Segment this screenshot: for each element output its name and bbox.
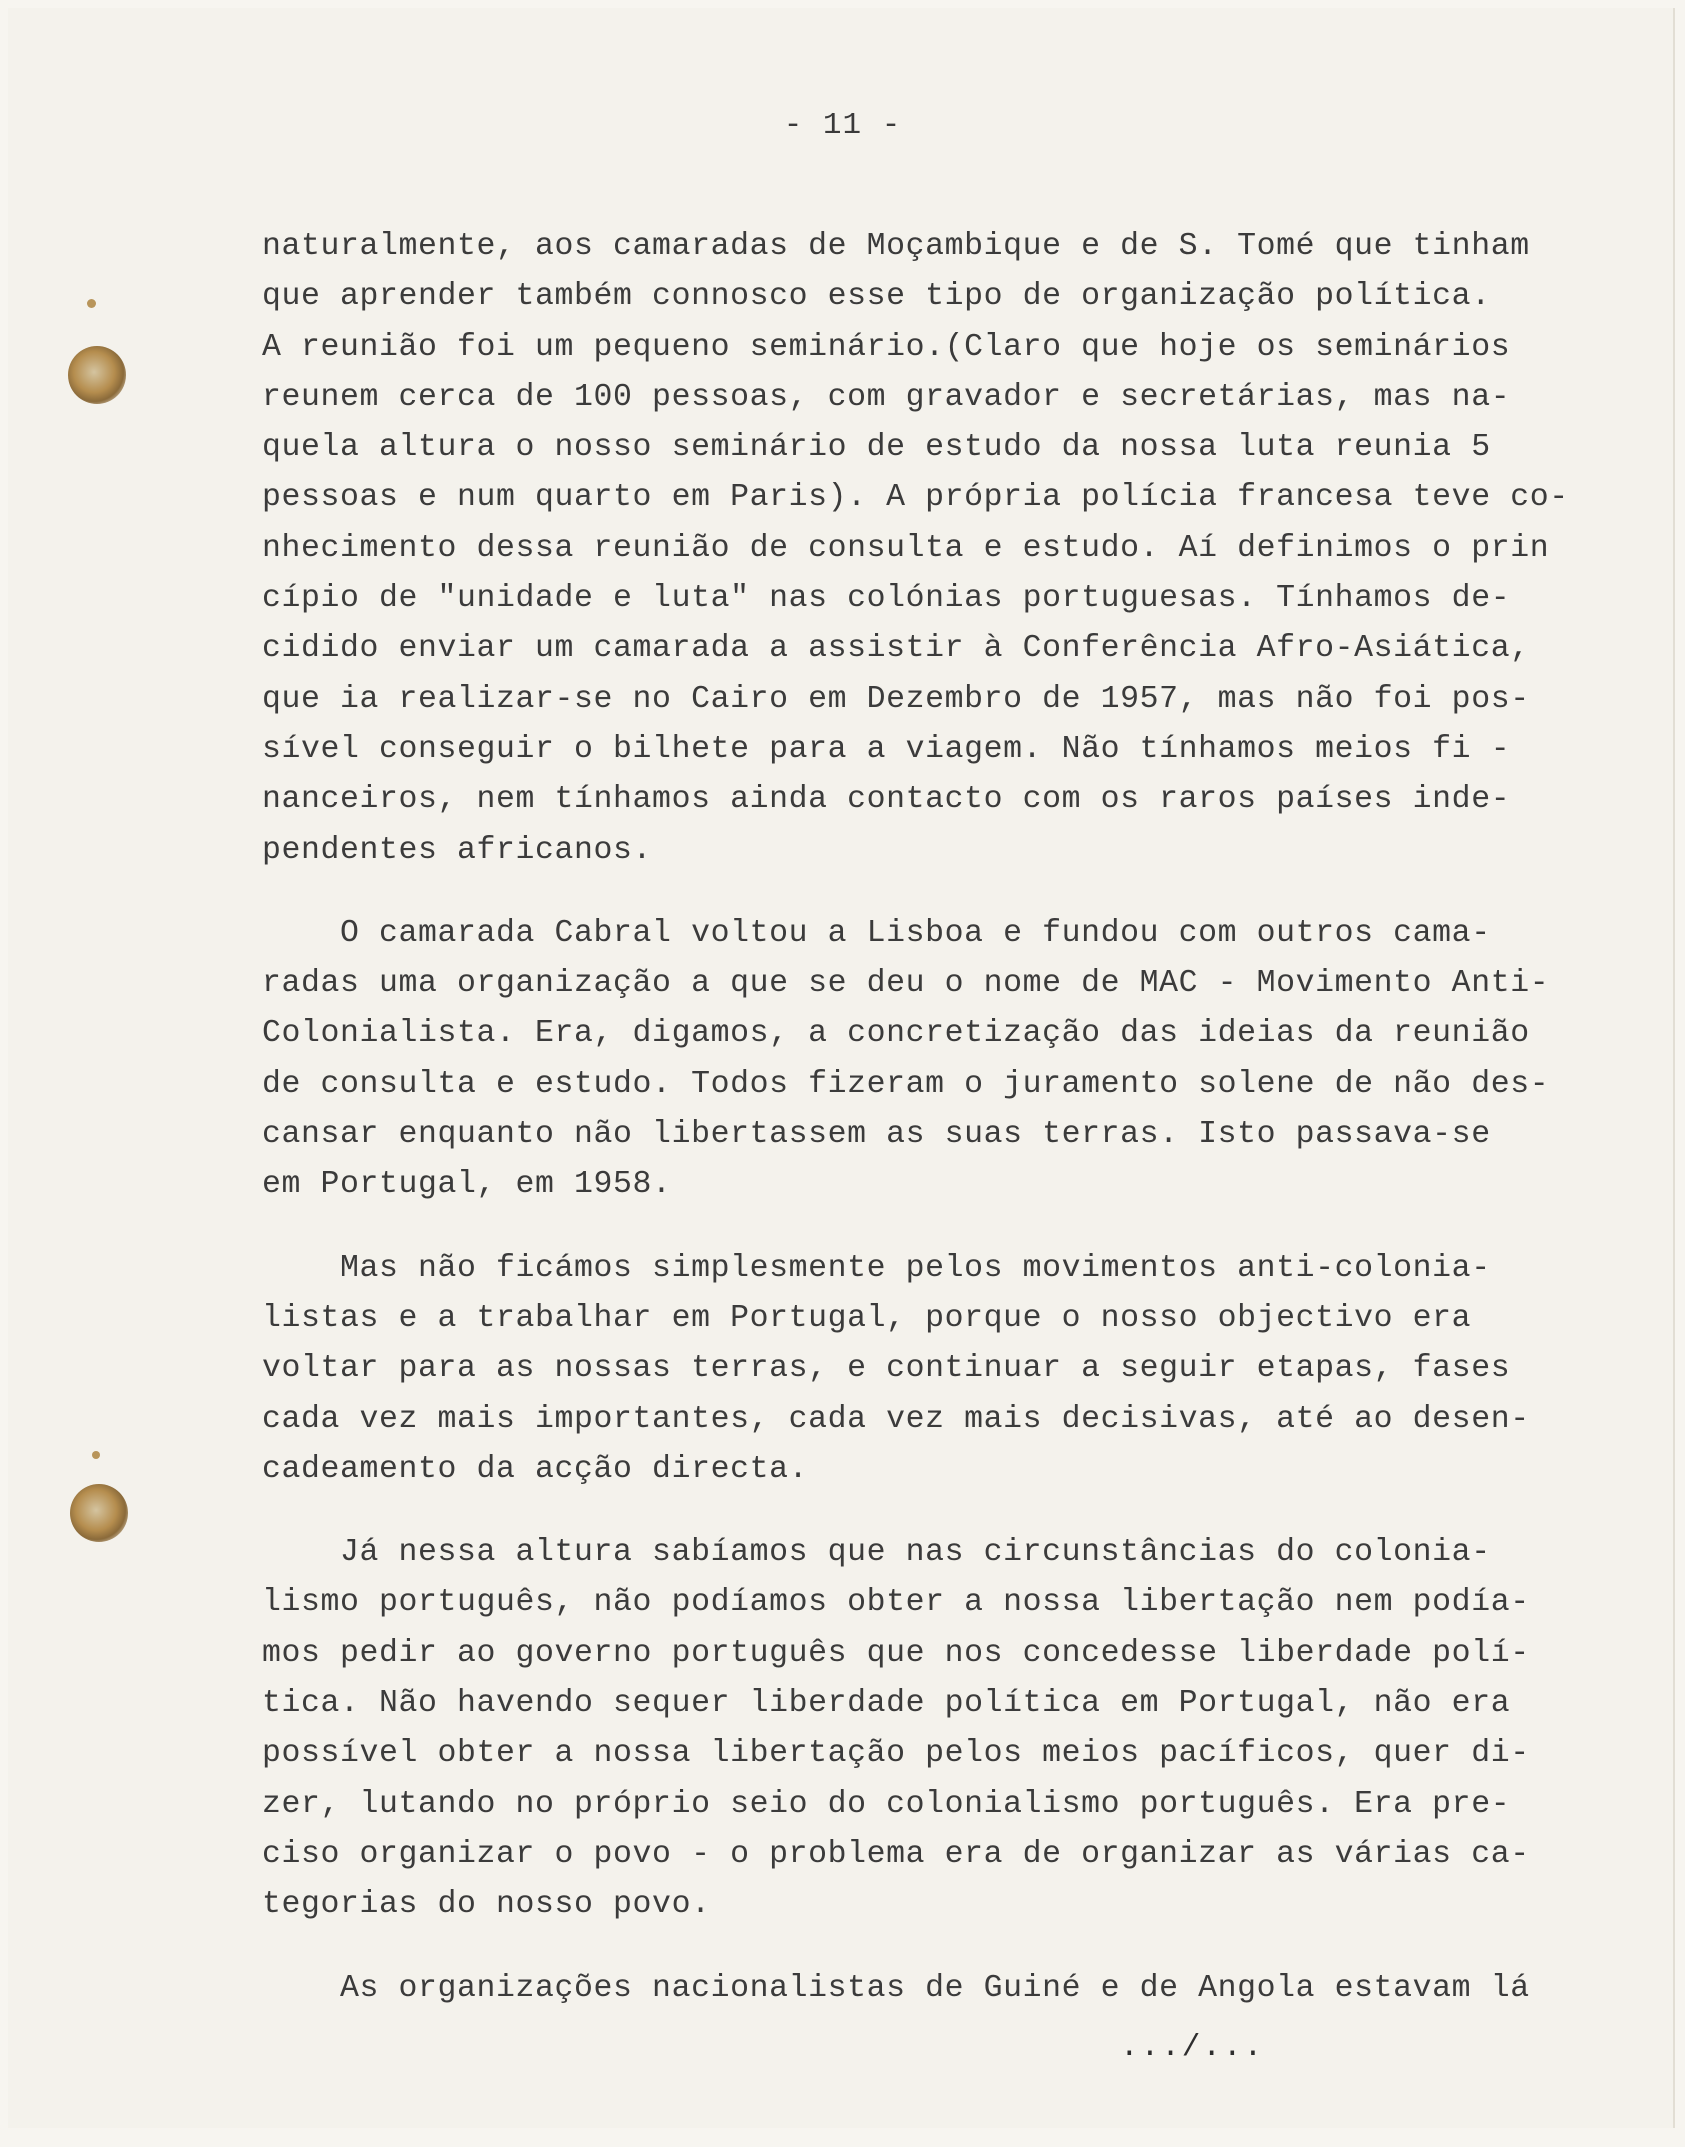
paragraph (262, 1964, 1622, 2014)
paragraph-gap (262, 1495, 1622, 1528)
text-line: sível conseguir o bilhete para a viagem. Não tínhamos meios fi - (262, 731, 1511, 767)
text-line: tegorias do nosso povo. (262, 1887, 711, 1923)
text-line: possível obter a nossa libertação pelos meios pacíficos, quer di- (262, 1736, 1530, 1772)
paragraph-gap (262, 1211, 1622, 1244)
text-line: naturalmente, aos camaradas de Moçambique e de S. Tomé que tinham (262, 229, 1530, 264)
text-line: radas uma organização a que se deu o nome de MAC - Movimento Anti- (262, 966, 1550, 1002)
text-line: O camarada Cabral voltou a Lisboa e fundou com outros cama- (262, 915, 1491, 951)
text-line: de consulta e estudo. Todos fizeram o juramento solene de não des- (262, 1066, 1550, 1102)
text-line: Mas não ficámos simplesmente pelos movimentos anti-colonia- (262, 1250, 1491, 1286)
page-number: - 11 - (783, 108, 902, 143)
text-line: As organizações nacionalistas de Guiné e de Angola estavam lá (262, 1970, 1530, 2006)
text-line: que aprender também connosco esse tipo de organização política. (262, 279, 1491, 315)
paragraph-gap (262, 876, 1622, 909)
paragraph (262, 222, 1622, 876)
document-body (262, 222, 1622, 2014)
text-line: que ia realizar-se no Cairo em Dezembro de 1957, mas não foi pos- (262, 681, 1530, 717)
text-line: mos pedir ao governo português que nos concedesse liberdade polí- (262, 1635, 1530, 1671)
text-line: quela altura o nosso seminário de estudo da nossa luta reunia 5 (262, 430, 1491, 466)
text-line: nanceiros, nem tínhamos ainda contacto com os raros países inde- (262, 782, 1511, 818)
stain-dot (87, 299, 96, 308)
text-line: voltar para as nossas terras, e continuar a seguir etapas, fases (262, 1351, 1511, 1387)
paragraph-gap (262, 1931, 1622, 1964)
punch-hole-top (68, 346, 126, 404)
text-line: cidido enviar um camarada a assistir à Conferência Afro-Asiática, (262, 631, 1530, 667)
text-line: zer, lutando no próprio seio do colonialismo português. Era pre- (262, 1786, 1511, 1822)
text-line: pendentes africanos. (262, 832, 653, 868)
punch-hole-bottom (70, 1484, 128, 1542)
text-line: Já nessa altura sabíamos que nas circunstâncias do colonia- (262, 1535, 1491, 1571)
paragraph (262, 1528, 1622, 1930)
text-line: cípio de "unidade e luta" nas colónias portuguesas. Tínhamos de- (262, 581, 1511, 617)
paragraph (262, 1244, 1622, 1495)
text-line: tica. Não havendo sequer liberdade política em Portugal, não era (262, 1686, 1511, 1722)
text-line: listas e a trabalhar em Portugal, porque o nosso objectivo era (262, 1300, 1472, 1336)
text-line: em Portugal, em 1958. (262, 1167, 672, 1203)
text-line: ciso organizar o povo - o problema era de organizar as várias ca- (262, 1836, 1530, 1872)
continuation-mark: .../... (1120, 2030, 1265, 2065)
text-line: cansar enquanto não libertassem as suas terras. Isto passava-se (262, 1117, 1491, 1153)
text-line: Colonialista. Era, digamos, a concretização das ideias da reunião (262, 1016, 1530, 1052)
stain-dot (92, 1451, 100, 1459)
text-line: pessoas e num quarto em Paris). A própria polícia francesa teve co- (262, 480, 1569, 516)
text-line: reunem cerca de 100 pessoas, com gravador e secretárias, mas na- (262, 379, 1511, 415)
text-line: cada vez mais importantes, cada vez mais decisivas, até ao desen- (262, 1401, 1530, 1437)
text-line: nhecimento dessa reunião de consulta e estudo. Aí definimos o prin (262, 530, 1550, 566)
text-line: cadeamento da acção directa. (262, 1451, 809, 1487)
text-line: lismo português, não podíamos obter a nossa libertação nem podía- (262, 1585, 1530, 1621)
text-line: A reunião foi um pequeno seminário.(Claro que hoje os seminários (262, 329, 1511, 365)
paragraph (262, 909, 1622, 1211)
